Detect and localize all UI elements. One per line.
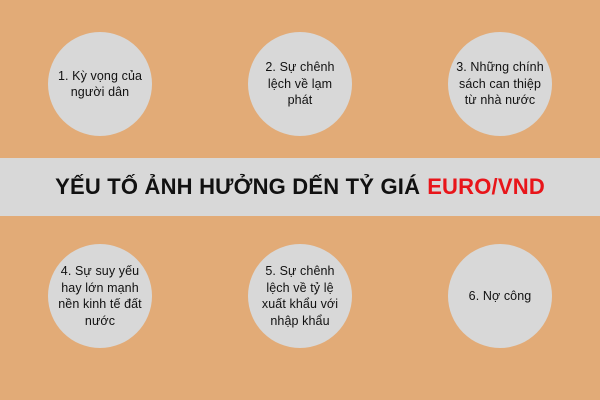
factor-node-5 — [248, 244, 352, 348]
banner — [0, 158, 600, 216]
banner-accent-text: EURO/VND — [427, 174, 545, 199]
factor-node-2 — [248, 32, 352, 136]
factor-node-1-label: 1. Kỳ vọng của người dân — [57, 68, 143, 99]
factor-node-3-label: 3. Những chính sách can thiệp từ nhà nước — [456, 60, 544, 108]
factor-node-6-label: 6. Nợ công — [468, 288, 532, 303]
factor-node-4-label: 4. Sự suy yếu hay lớn mạnh nền kinh tế đất nước — [58, 264, 142, 328]
factor-node-1 — [48, 32, 152, 136]
factor-node-2-label: 2. Sự chênh lệch về lạm phát — [265, 60, 335, 108]
banner-title: YẾU TỐ ẢNH HƯỞNG DẾN TỶ GIÁ — [55, 174, 421, 199]
factor-node-3 — [448, 32, 552, 136]
factor-node-5-label: 5. Sự chênh lệch về tỷ lệ xuất khẩu với nhập khẩu — [261, 264, 339, 328]
factor-node-6 — [448, 244, 552, 348]
factor-node-4 — [48, 244, 152, 348]
